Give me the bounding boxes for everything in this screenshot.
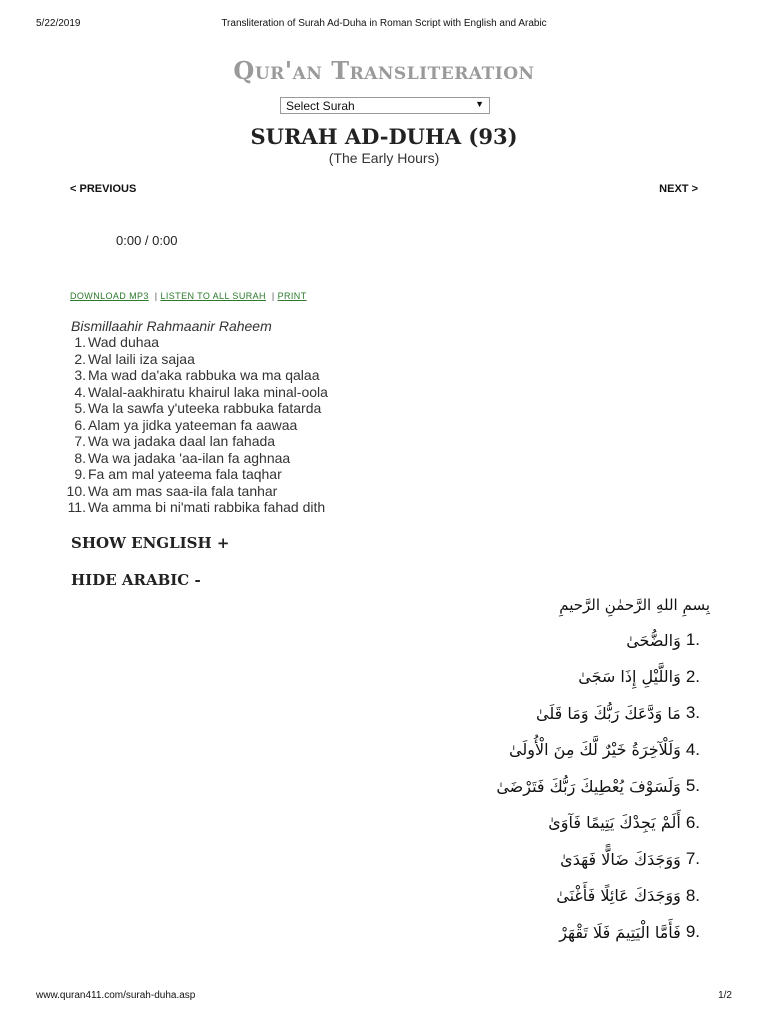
verse-line — [56, 334, 328, 351]
arabic-verse-number: 6. — [685, 812, 700, 832]
verse-number: 9. — [74, 466, 86, 482]
arabic-verse-text: مَا وَدَّعَكَ رَبُّكَ وَمَا قَلَىٰ — [536, 703, 681, 723]
arabic-verse-text: وَوَجَدَكَ عَائِلًا فَأَغْنَىٰ — [556, 886, 681, 906]
select-surah-value: Select Surah — [286, 99, 355, 113]
arabic-verse-line — [496, 841, 700, 878]
hide-arabic-toggle[interactable]: HIDE ARABIC - — [71, 571, 201, 589]
arabic-verse-line — [496, 805, 700, 842]
arabic-verse-text: وَلَسَوْفَ يُعْطِيكَ رَبُّكَ فَتَرْضَىٰ — [496, 776, 681, 796]
action-links — [70, 291, 307, 301]
select-surah-dropdown[interactable] — [280, 97, 490, 114]
arabic-verse-line — [496, 732, 700, 769]
arabic-verse-text: فَأَمَّا الْيَتِيمَ فَلَا تَقْهَرْ — [559, 922, 681, 942]
verse-text: Wa am mas saa-ila fala tanhar — [88, 482, 278, 499]
verse-line — [56, 433, 328, 450]
verse-line — [56, 499, 328, 516]
site-title-text: Qur'an Transliteration — [233, 56, 535, 85]
arabic-verse-line — [496, 914, 700, 951]
arabic-verse-number: 2. — [685, 666, 700, 686]
verse-line — [56, 351, 328, 368]
arabic-verse-number: 9. — [685, 922, 700, 942]
arabic-verse-number: 1. — [685, 630, 700, 650]
dropdown-arrow-icon: ▼ — [475, 99, 484, 109]
next-surah-link[interactable]: NEXT > — [659, 183, 698, 195]
print-page-number: 1/2 — [718, 990, 732, 1001]
verse-line — [56, 483, 328, 500]
verse-number: 5. — [74, 400, 86, 416]
arabic-verse-text: وَالضُّحَىٰ — [626, 630, 681, 650]
verse-number: 6. — [74, 416, 86, 433]
verse-text: Wal laili iza sajaa — [88, 350, 195, 367]
link-separator: | — [154, 291, 158, 301]
arabic-verse-list — [496, 622, 700, 951]
arabic-verse-text: وَوَجَدَكَ ضَالًّا فَهَدَىٰ — [560, 849, 681, 869]
verse-line — [56, 367, 328, 384]
arabic-verse-number: 4. — [685, 739, 700, 759]
print-link[interactable]: PRINT — [277, 291, 307, 301]
listen-to-all-surah-link[interactable]: LISTEN TO ALL SURAH — [160, 291, 266, 301]
print-date: 5/22/2019 — [36, 18, 81, 29]
arabic-verse-number: 3. — [685, 703, 700, 723]
verse-text: Ma wad da'aka rabbuka wa ma qalaa — [88, 367, 320, 383]
verse-text: Wa wa jadaka 'aa-ilan fa aghnaa — [88, 449, 291, 466]
audio-player-time: 0:00 / 0:00 — [116, 233, 178, 248]
transliteration-verse-list — [56, 334, 328, 516]
surah-subtitle: (The Early Hours) — [328, 150, 440, 166]
print-url: www.quran411.com/surah-duha.asp — [36, 990, 196, 1001]
link-separator: | — [271, 291, 275, 301]
verse-text: Walal-aakhiratu khairul laka minal-oola — [88, 383, 328, 400]
verse-number: 11. — [67, 499, 86, 515]
arabic-verse-number: 8. — [685, 885, 700, 905]
previous-surah-link[interactable]: < PREVIOUS — [70, 183, 137, 195]
arabic-verse-line — [496, 622, 700, 659]
arabic-verse-text: أَلَمْ يَجِدْكَ يَتِيمًا فَآوَىٰ — [548, 813, 681, 833]
arabic-verse-number: 7. — [685, 849, 700, 869]
arabic-bismillah: بِسمِ اللهِ الرَّحمٰنِ الرَّحيمِ — [559, 596, 710, 614]
verse-number: 3. — [74, 367, 86, 383]
verse-number: 2. — [74, 350, 86, 367]
show-english-toggle[interactable]: SHOW ENGLISH + — [71, 534, 230, 552]
verse-text: Wa la sawfa y'uteeka rabbuka fatarda — [88, 400, 322, 416]
arabic-verse-line — [496, 659, 700, 696]
arabic-verse-line — [496, 878, 700, 915]
arabic-verse-text: وَاللَّيْلِ إِذَا سَجَىٰ — [578, 667, 681, 687]
verse-number: 8. — [74, 449, 86, 466]
verse-text: Wad duhaa — [88, 334, 160, 350]
arabic-verse-text: وَلَلْآخِرَةُ خَيْرٌ لَّكَ مِنَ الْأُولَىٰ — [509, 740, 681, 760]
print-header — [36, 18, 732, 32]
download-mp3-link[interactable]: DOWNLOAD MP3 — [70, 291, 149, 301]
verse-text: Fa am mal yateema fala taqhar — [88, 466, 282, 482]
verse-number: 7. — [74, 433, 86, 449]
verse-line — [56, 466, 328, 483]
verse-number: 1. — [74, 334, 86, 350]
verse-line — [56, 450, 328, 467]
verse-text: Wa amma bi ni'mati rabbika fahad dith — [88, 499, 326, 515]
verse-text: Alam ya jidka yateeman fa aawaa — [88, 416, 298, 433]
surah-heading: SURAH AD-DUHA (93) — [250, 124, 518, 149]
print-footer — [36, 990, 732, 1004]
verse-number: 10. — [66, 482, 86, 499]
print-document-title: Transliteration of Surah Ad-Duha in Roman Script with English and Arabic — [221, 18, 547, 29]
verse-line — [56, 417, 328, 434]
site-title — [0, 56, 768, 85]
verse-line — [56, 384, 328, 401]
verse-number: 4. — [74, 383, 86, 400]
transliteration-bismillah: Bismillaahir Rahmaanir Raheem — [71, 318, 272, 334]
verse-line — [56, 400, 328, 417]
arabic-verse-line — [496, 695, 700, 732]
verse-text: Wa wa jadaka daal lan fahada — [88, 433, 276, 449]
arabic-verse-number: 5. — [685, 776, 700, 796]
arabic-verse-line — [496, 768, 700, 805]
